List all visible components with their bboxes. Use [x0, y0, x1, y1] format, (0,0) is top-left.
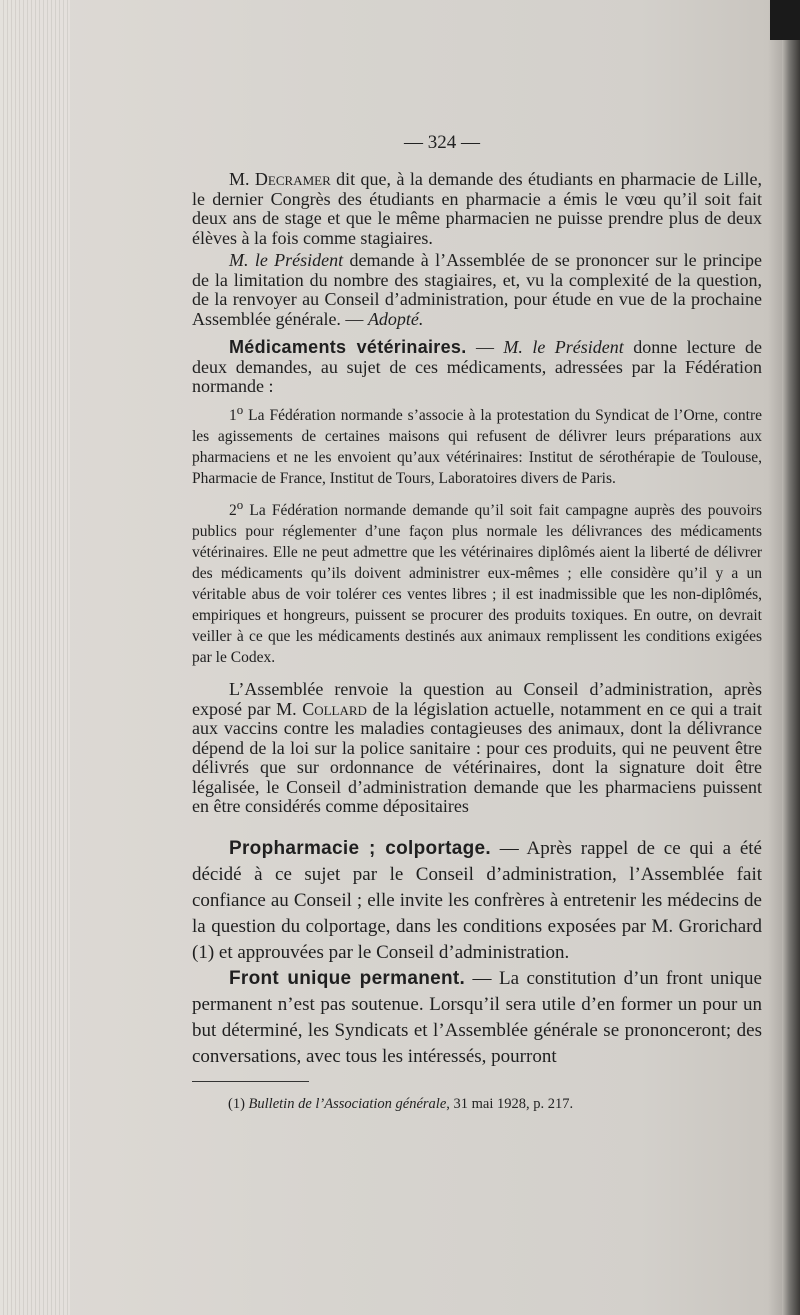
- paragraph-propharmacie: [192, 836, 762, 966]
- footnote-rule: [192, 1081, 309, 1082]
- p8-text: — La constitution d’un front unique permanent n’est pas soutenue. Lorsqu’il sera utile d’en former un pour un but déterminé, les Syndicats et l’Assemblée générale se prononceront; des conversations, avec tous les intéressés, pourront: [192, 968, 762, 1067]
- item-2-federation-normande: [192, 494, 762, 668]
- footnote-marker: (1): [228, 1096, 249, 1112]
- section-heading-propharmacie: Propharmacie ; colportage.: [229, 838, 491, 859]
- footnote-rest: , 31 mai 1928, p. 217.: [446, 1096, 574, 1112]
- person-name-collard: Collard: [302, 698, 367, 719]
- section-heading-front-unique: Front unique permanent.: [229, 968, 466, 989]
- footnote: [228, 1096, 768, 1113]
- item-1-number: 1: [229, 407, 237, 425]
- item-2-number: 2: [229, 502, 237, 520]
- p6-text-end: de la législation actuelle, notamment en ce qui a trait aux vaccins contre les maladies contagieuses des animaux, dont la délivrance dépend de la loi sur la police sanitaire : pour ces produits, qui ne peuvent être délivrés que sur ordonnance de vétérinaires, dont la signature doit être légalisée, le Conseil d’administration demande que les pharmaciens puissent en être considérés comme dépositaires: [192, 698, 762, 816]
- item-1-text: La Fédération normande s’associe à la protestation du Syndicat de l’Orne, contre les agissements de certaines maisons qui refusent de délivrer leurs préparations aux pharmaciens et ne les envoient qu’aux vétérinaires: Institut de sérothérapie de Toulouse, Pharmacie de France, Institut de Tours, Laboratoires divers de Paris.: [192, 407, 762, 488]
- paragraph-decramer: [192, 170, 762, 248]
- speaker-president-2: M. le Président: [503, 337, 624, 357]
- paragraph-president-stagiaires: [192, 251, 762, 329]
- p7-text: — Après rappel de ce qui a été décidé à ce sujet par le Conseil d’administration, l’Assemblée fait confiance au Conseil ; elle invite les confrères à entretenir les médecins de la question du colportage, dans les conditions exposées par M. Grorichard (1) et approuvées par le Conseil d’administration.: [192, 838, 762, 963]
- person-name-decramer: Decramer: [254, 169, 331, 189]
- p6-text-start: L’Assemblée renvoie la question au Conseil d’administration, après exposé par M.: [192, 679, 762, 719]
- p1-prefix: M.: [229, 169, 255, 189]
- section-heading-medicaments: Médicaments vétérinaires.: [229, 337, 467, 357]
- item-2-ordinal: o: [236, 497, 244, 512]
- p2-text: demande à l’Assemblée de se prononcer sur le principe de la limitation du nombre des stagiaires, et, vu la complexité de la question, de la renvoyer au Conseil d’administration, pour étude en vue de la prochaine Assemblée générale. —: [192, 250, 762, 329]
- dark-corner: [770, 0, 800, 40]
- adopted-label: Adopté.: [367, 308, 424, 329]
- item-1-ordinal: o: [236, 402, 244, 417]
- p1-text: dit que, à la demande des étudiants en pharmacie de Lille, le dernier Congrès des étudiants en pharmacie a émis le vœu qu’il soit fait deux ans de stage et que le même pharmacien ne puisse prendre plus de deux élèves à la fois comme stagiaires.: [192, 169, 762, 248]
- paragraph-medicaments-veterinaires: [192, 338, 762, 397]
- item-1-federation-normande: [192, 399, 762, 489]
- page-edge-shadow: [782, 0, 800, 1315]
- speaker-president: M. le Président: [229, 250, 344, 270]
- paragraph-assemblee-renvoie: [192, 680, 762, 817]
- page-number: — 324 —: [404, 132, 480, 153]
- item-2-text: La Fédération normande demande qu’il soit fait campagne auprès des pouvoirs publics pour réglementer d’une façon plus normale les délivrances des médicaments vétérinaires. Elle ne peut admettre que les vétérinaires diplômés aient la liberté de délivrer des médicaments qu’ils doivent administrer eux-mêmes ; elle considère qu’il y a un véritable abus de voir tolérer ces ventes libres ; il est inadmissible que les non-diplômés, empiriques et hongreurs, puissent se procurer des produits toxiques. En outre, on devrait veiller à ce que les médicaments destinés aux animaux remplissent les conditions exigées par le Codex.: [192, 502, 762, 667]
- paragraph-front-unique: [192, 966, 762, 1070]
- p3-text: donne lecture de deux demandes, au sujet de ces médicaments, adressées par la Fédération normande :: [192, 337, 763, 396]
- p3-dash: —: [466, 337, 504, 357]
- page-gutter: [0, 0, 70, 1315]
- footnote-title: Bulletin de l’Association générale: [248, 1096, 447, 1112]
